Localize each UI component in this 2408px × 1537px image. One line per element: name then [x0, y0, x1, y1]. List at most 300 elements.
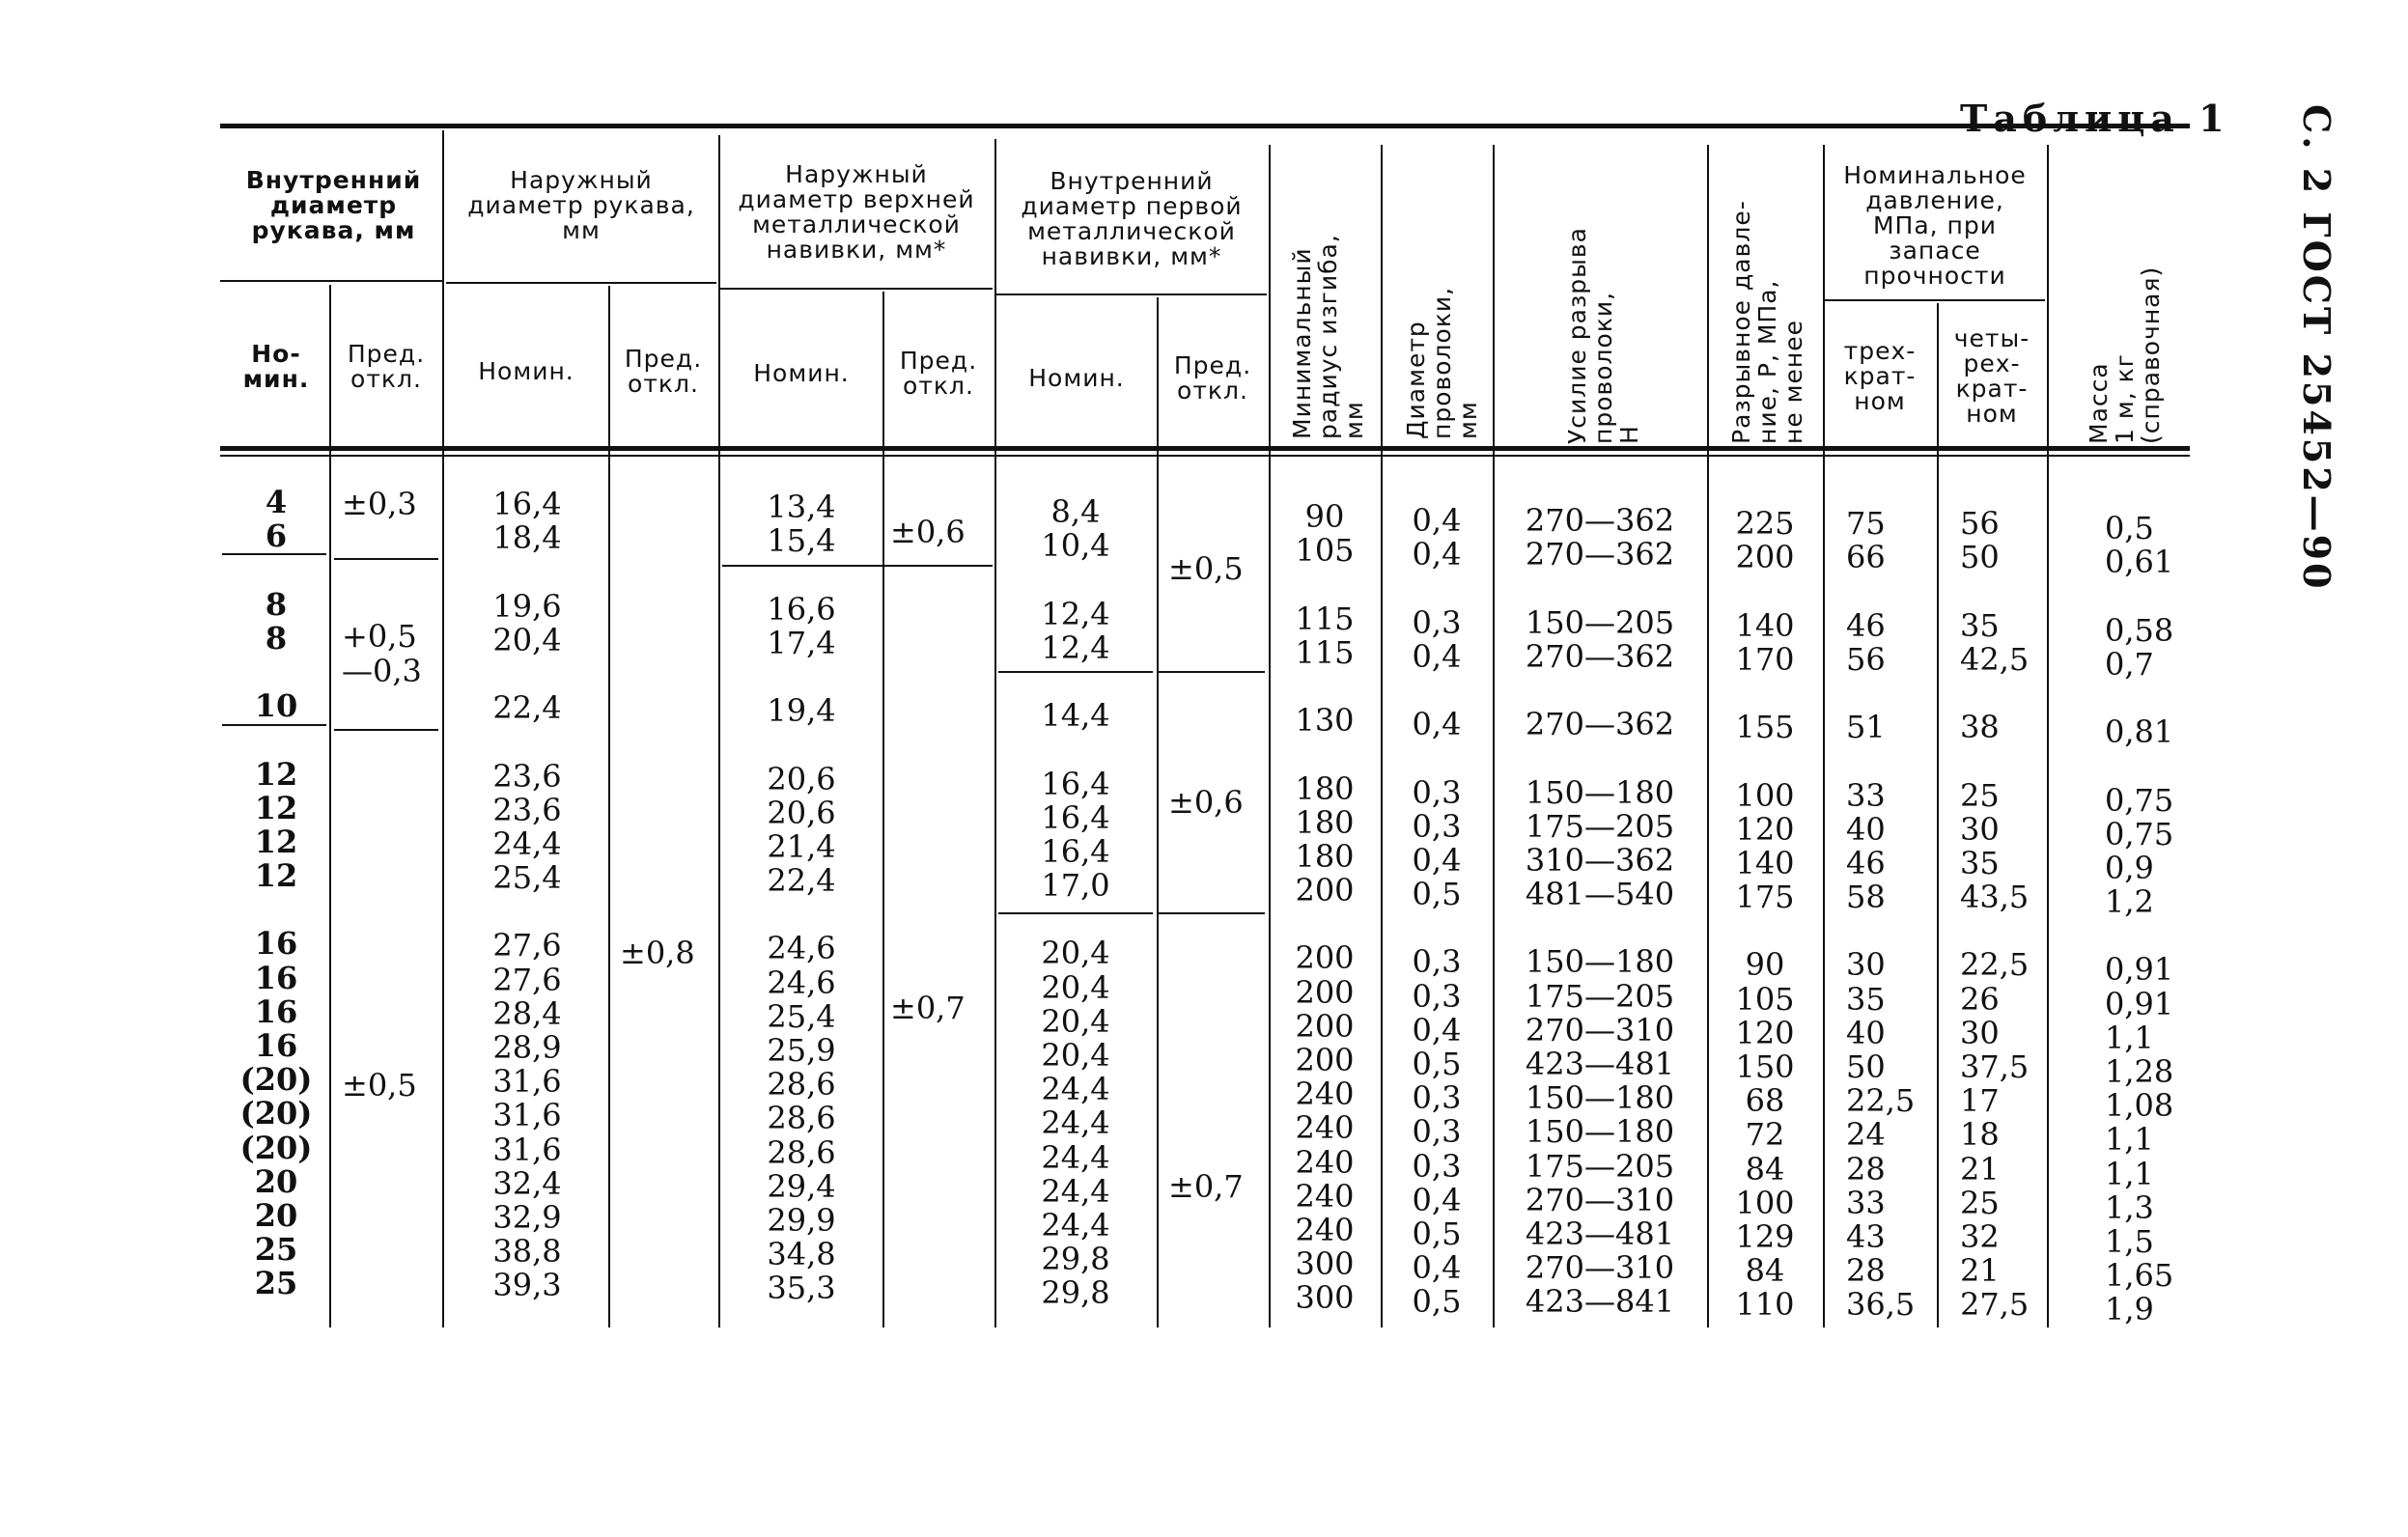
cell-wire: 0,3	[1412, 1147, 1462, 1185]
cell-mass	[2105, 579, 2190, 613]
cell-outer-nom: 23,6	[492, 757, 562, 795]
tolerance-inner-c: ±0,5	[342, 1067, 417, 1104]
cell-top-nom: 25,9	[767, 1032, 836, 1069]
header-wire-force: Усилие разрыва проволоки, Н	[1563, 227, 1643, 444]
cell-wire: 0,3	[1412, 773, 1462, 811]
tolerance-inner-b2: —0,3	[342, 653, 422, 689]
subheader-tolerance: Пред. откл.	[899, 347, 978, 400]
cell-mass	[2105, 749, 2190, 783]
cell-bend: 105	[1295, 532, 1355, 570]
cell-first-nom: 12,4	[1041, 629, 1110, 666]
cell-top-nom: 29,4	[767, 1167, 836, 1205]
cell-bend	[1273, 908, 1377, 941]
column-top-nominal	[726, 490, 877, 1306]
cell-first-nom	[1000, 665, 1151, 699]
header-mass: Масса 1 м, кг (справочная)	[2085, 265, 2165, 444]
header-inner-first-winding: Внутренний диаметр первой металлической навивки, мм*	[1021, 167, 1243, 270]
column-rule	[1493, 145, 1495, 1327]
cell-bend: 90	[1304, 498, 1345, 535]
cell-wire: 0,4	[1412, 536, 1462, 573]
cell-quad: 50	[1960, 539, 2000, 576]
cell-triple	[1846, 574, 1935, 608]
subheader-tolerance: Пред. откл.	[624, 345, 703, 398]
cell-quad	[1960, 744, 2045, 778]
cell-bend: 115	[1295, 600, 1355, 637]
cell-inner-nom: 16	[254, 959, 298, 996]
column-rule	[329, 285, 331, 1327]
column-pressure-triple	[1846, 507, 1935, 1323]
cell-inner-nom: (20)	[239, 1061, 313, 1099]
cell-force: 270—362	[1525, 536, 1675, 573]
cell-quad: 35	[1960, 606, 2000, 644]
cell-mass: 1,5	[2105, 1222, 2154, 1260]
page-header: С. 2 ГОСТ 25452—90	[2295, 104, 2338, 592]
cell-wire: 0,5	[1412, 1215, 1462, 1252]
cell-inner-nom	[230, 553, 322, 587]
cell-quad	[1960, 914, 2045, 948]
cell-mass: 0,7	[2105, 645, 2154, 683]
cell-top-nom: 20,6	[767, 794, 836, 831]
cell-triple: 56	[1846, 640, 1886, 678]
cell-burst	[1711, 677, 1819, 711]
header-sub-rule	[720, 288, 993, 290]
cell-bend: 240	[1295, 1143, 1355, 1181]
cell-burst: 72	[1745, 1116, 1785, 1154]
header-bottom-rule	[220, 455, 2190, 457]
cell-wire: 0,3	[1412, 1113, 1462, 1151]
cell-inner-nom: 25	[254, 1231, 298, 1269]
cell-quad: 43,5	[1960, 879, 2030, 916]
cell-quad: 32	[1960, 1217, 2000, 1255]
cell-wire: 0,4	[1412, 637, 1462, 675]
cell-quad	[1960, 574, 2045, 608]
cell-inner-nom	[230, 723, 322, 757]
cell-force: 175—205	[1525, 807, 1675, 845]
cell-bend: 240	[1295, 1109, 1355, 1147]
cell-burst: 84	[1745, 1150, 1785, 1188]
cell-triple: 46	[1846, 844, 1886, 881]
cell-top-nom: 29,9	[767, 1201, 836, 1239]
subheader-nominal: Номин.	[478, 357, 574, 385]
cell-inner-nom	[230, 893, 322, 927]
cell-bend: 300	[1295, 1279, 1355, 1317]
cell-outer-nom: 31,6	[492, 1131, 562, 1168]
cell-force: 150—180	[1525, 1079, 1675, 1117]
cell-first-nom: 8,4	[1050, 493, 1101, 530]
cell-inner-nom	[230, 656, 322, 689]
tolerance-first-c: ±0,7	[1168, 1168, 1244, 1205]
cell-mass: 1,9	[2105, 1291, 2154, 1328]
cell-burst: 100	[1735, 776, 1795, 814]
cell-inner-nom: 12	[254, 755, 298, 793]
cell-force: 150—205	[1525, 603, 1675, 641]
header-sub-rule	[1825, 299, 2045, 301]
cell-outer-nom: 27,6	[492, 961, 562, 998]
cell-triple: 24	[1846, 1116, 1886, 1154]
cell-top-nom: 15,4	[767, 522, 836, 560]
cell-force	[1498, 741, 1701, 775]
cell-inner-nom: 10	[254, 687, 298, 725]
cell-burst: 90	[1745, 946, 1785, 984]
cell-outer-nom	[450, 555, 604, 589]
cell-force: 270—310	[1525, 1011, 1675, 1048]
cell-wire: 0,3	[1412, 1079, 1462, 1117]
cell-top-nom	[726, 558, 877, 592]
cell-inner-nom: 20	[254, 1162, 298, 1200]
cell-first-nom: 24,4	[1041, 1104, 1110, 1142]
cell-wire: 0,3	[1412, 977, 1462, 1015]
column-rule	[882, 292, 884, 1327]
cell-first-nom: 20,4	[1041, 968, 1110, 1006]
cell-triple: 51	[1846, 709, 1886, 746]
cell-inner-nom: (20)	[239, 1129, 313, 1166]
cell-bend: 200	[1295, 1042, 1355, 1078]
cell-outer-nom	[450, 657, 604, 691]
cell-force: 270—310	[1525, 1181, 1675, 1218]
cell-triple: 28	[1846, 1150, 1886, 1188]
cell-quad: 21	[1960, 1252, 2000, 1290]
cell-force: 175—205	[1525, 1147, 1675, 1185]
cell-quad: 35	[1960, 844, 2000, 881]
group-rule	[1159, 671, 1265, 673]
cell-top-nom	[726, 728, 877, 762]
cell-bend: 180	[1295, 837, 1355, 875]
column-rule	[1381, 145, 1383, 1327]
cell-quad: 30	[1960, 810, 2000, 848]
cell-top-nom: 24,6	[767, 964, 836, 1001]
column-rule	[1823, 145, 1825, 1327]
cell-first-nom	[1000, 563, 1151, 597]
cell-force	[1498, 911, 1701, 945]
cell-first-nom: 24,4	[1041, 1138, 1110, 1176]
cell-inner-nom: 12	[254, 823, 298, 860]
cell-wire: 0,5	[1412, 1046, 1462, 1082]
cell-wire: 0,4	[1412, 1181, 1462, 1218]
cell-quad: 17	[1960, 1082, 2000, 1120]
cell-first-nom: 29,8	[1041, 1274, 1110, 1312]
tolerance-inner-b1: +0,5	[342, 618, 417, 655]
cell-mass: 1,08	[2105, 1087, 2174, 1125]
cell-first-nom: 20,4	[1041, 1037, 1110, 1074]
cell-triple: 35	[1846, 980, 1886, 1018]
column-rule	[1707, 145, 1709, 1327]
cell-mass: 1,1	[2105, 1019, 2154, 1056]
column-rule	[1269, 145, 1271, 1327]
cell-force: 270—362	[1525, 637, 1675, 675]
cell-inner-nom: 12	[254, 857, 298, 895]
cell-wire: 0,3	[1412, 603, 1462, 641]
tolerance-inner-a: ±0,3	[342, 486, 417, 522]
cell-top-nom: 28,6	[767, 1133, 836, 1171]
header-sub-rule	[996, 293, 1267, 295]
cell-top-nom: 22,4	[767, 862, 836, 900]
cell-triple	[1846, 677, 1935, 711]
header-inner-diameter: Внутренний диаметр рукава, мм	[245, 165, 422, 244]
header-sub-rule	[220, 280, 442, 282]
cell-outer-nom: 31,6	[492, 1063, 562, 1101]
header-nominal-pressure: Номинальное давление, МПа, при запасе прочности	[1843, 161, 2027, 290]
cell-wire: 0,4	[1412, 841, 1462, 879]
subheader-nominal: Номин.	[753, 359, 850, 387]
subheader-triple: трех-крат-ном	[1843, 337, 1917, 415]
column-first-nominal	[1000, 495, 1151, 1311]
cell-mass: 0,75	[2105, 815, 2174, 852]
header-sub-rule	[446, 282, 716, 284]
cell-inner-nom: 16	[254, 1027, 298, 1064]
cell-mass: 1,65	[2105, 1257, 2174, 1295]
cell-inner-nom: 25	[254, 1265, 298, 1302]
cell-burst	[1711, 574, 1819, 608]
cell-top-nom	[726, 898, 877, 932]
cell-force: 175—205	[1525, 977, 1675, 1015]
cell-outer-nom: 38,8	[492, 1233, 562, 1271]
cell-bend	[1273, 568, 1377, 601]
column-outer-nominal	[450, 488, 604, 1303]
cell-mass: 0,91	[2105, 985, 2174, 1022]
cell-force: 481—540	[1525, 876, 1675, 913]
cell-triple: 50	[1846, 1048, 1886, 1085]
cell-mass: 0,5	[2105, 510, 2154, 546]
cell-burst: 105	[1735, 980, 1795, 1018]
cell-quad: 25	[1960, 1184, 2000, 1221]
cell-mass: 1,1	[2105, 1155, 2154, 1192]
cell-force: 423—841	[1525, 1283, 1675, 1321]
cell-mass	[2105, 682, 2190, 715]
cell-mass: 0,9	[2105, 849, 2154, 886]
cell-bend: 200	[1295, 1007, 1355, 1045]
cell-force	[1498, 674, 1701, 708]
cell-top-nom: 28,6	[767, 1100, 836, 1137]
cell-bend: 200	[1295, 973, 1355, 1011]
cell-outer-nom: 32,4	[492, 1164, 562, 1202]
cell-wire: 0,4	[1412, 706, 1462, 743]
cell-quad: 38	[1960, 709, 2000, 746]
cell-triple: 33	[1846, 1184, 1886, 1221]
cell-mass: 1,2	[2105, 883, 2154, 921]
cell-first-nom: 17,0	[1041, 867, 1110, 905]
cell-force: 423—481	[1525, 1215, 1675, 1252]
cell-top-nom: 34,8	[767, 1236, 836, 1273]
cell-wire: 0,4	[1412, 502, 1462, 539]
cell-burst: 200	[1735, 539, 1795, 576]
cell-top-nom: 21,4	[767, 827, 836, 865]
cell-inner-nom: 16	[254, 925, 298, 963]
cell-burst	[1711, 744, 1819, 778]
cell-first-nom: 20,4	[1041, 1002, 1110, 1040]
column-rule	[1937, 303, 1939, 1327]
subheader-tolerance: Пред. откл.	[347, 340, 426, 393]
header-bend-radius: Минимальный радиус изгиба, мм	[1288, 234, 1368, 439]
cell-bend: 180	[1295, 769, 1355, 807]
header-outer-diameter: Наружный диаметр рукава, мм	[467, 165, 695, 244]
cell-mass: 1,3	[2105, 1188, 2154, 1226]
cell-burst: 150	[1735, 1048, 1795, 1085]
cell-quad: 42,5	[1960, 640, 2030, 678]
cell-mass: 0,81	[2105, 713, 2174, 751]
cell-bend: 115	[1295, 633, 1355, 671]
cell-burst: 120	[1735, 1014, 1795, 1051]
tolerance-top-a: ±0,6	[890, 514, 966, 550]
cell-outer-nom: 22,4	[492, 689, 562, 727]
cell-bend	[1273, 738, 1377, 771]
cell-first-nom: 29,8	[1041, 1241, 1110, 1278]
cell-mass: 0,91	[2105, 951, 2174, 989]
cell-outer-nom: 24,4	[492, 824, 562, 862]
cell-outer-nom: 25,4	[492, 859, 562, 897]
cell-burst: 110	[1735, 1286, 1795, 1324]
cell-triple	[1846, 914, 1935, 948]
subheader-nominal: Номин.	[1028, 364, 1125, 392]
cell-outer-nom: 39,3	[492, 1267, 562, 1304]
cell-triple: 28	[1846, 1252, 1886, 1290]
tolerance-top-b: ±0,7	[890, 990, 966, 1026]
cell-outer-nom: 19,6	[492, 587, 562, 625]
column-rule	[1157, 297, 1159, 1327]
tolerance-first-a: ±0,5	[1168, 550, 1244, 587]
cell-triple: 75	[1846, 505, 1886, 542]
cell-burst	[1711, 914, 1819, 948]
cell-first-nom: 16,4	[1041, 765, 1110, 802]
cell-inner-nom: (20)	[239, 1095, 313, 1132]
column-pressure-quad	[1960, 507, 2045, 1323]
cell-outer-nom: 27,6	[492, 927, 562, 964]
cell-bend: 240	[1295, 1211, 1355, 1248]
cell-triple: 40	[1846, 810, 1886, 848]
column-burst-pressure	[1711, 507, 1819, 1323]
cell-bend	[1273, 670, 1377, 704]
cell-wire: 0,5	[1412, 1283, 1462, 1321]
cell-burst: 100	[1735, 1184, 1795, 1221]
cell-burst: 129	[1735, 1217, 1795, 1255]
cell-quad: 37,5	[1960, 1048, 2030, 1085]
cell-burst: 155	[1735, 709, 1795, 746]
cell-inner-nom: 16	[254, 992, 298, 1030]
column-rule	[442, 130, 444, 1327]
column-mass	[2105, 512, 2190, 1327]
cell-top-nom: 16,6	[767, 590, 836, 628]
header-outer-top-winding: Наружный диаметр верхней металлической навивки, мм*	[738, 160, 975, 264]
cell-top-nom: 17,4	[767, 624, 836, 661]
cell-quad: 18	[1960, 1116, 2000, 1154]
cell-quad: 27,5	[1960, 1286, 2030, 1324]
cell-mass: 0,75	[2105, 781, 2174, 819]
column-rule	[718, 135, 720, 1327]
tolerance-first-b: ±0,6	[1168, 784, 1244, 821]
cell-bend: 200	[1295, 872, 1355, 909]
cell-first-nom: 16,4	[1041, 798, 1110, 836]
cell-outer-nom: 16,4	[492, 486, 562, 522]
cell-top-nom: 24,6	[767, 930, 836, 967]
cell-burst: 120	[1735, 810, 1795, 848]
header-burst-pressure: Разрывное давле- ние, Р, МПа, не менее	[1727, 200, 1807, 444]
cell-first-nom	[1000, 733, 1151, 767]
cell-inner-nom: 6	[265, 517, 288, 555]
cell-force: 150—180	[1525, 943, 1675, 981]
cell-triple	[1846, 744, 1935, 778]
column-inner-nominal	[230, 486, 322, 1301]
table-top-rule	[220, 124, 2190, 128]
cell-quad: 30	[1960, 1014, 2000, 1051]
cell-bend: 300	[1295, 1245, 1355, 1283]
cell-inner-nom: 12	[254, 789, 298, 826]
cell-wire	[1385, 572, 1489, 605]
cell-quad: 22,5	[1960, 946, 2030, 984]
cell-top-nom: 25,4	[767, 997, 836, 1035]
column-rule	[608, 286, 610, 1327]
cell-outer-nom: 28,9	[492, 1029, 562, 1066]
tolerance-outer: ±0,8	[620, 935, 695, 971]
cell-burst: 84	[1745, 1252, 1785, 1290]
cell-triple: 66	[1846, 539, 1886, 576]
cell-inner-nom: 4	[265, 484, 288, 520]
cell-inner-nom: 8	[265, 619, 288, 657]
cell-top-nom: 35,3	[767, 1270, 836, 1307]
cell-bend: 240	[1295, 1177, 1355, 1215]
cell-first-nom: 24,4	[1041, 1172, 1110, 1210]
cell-burst: 175	[1735, 879, 1795, 916]
cell-mass: 1,1	[2105, 1121, 2154, 1159]
cell-bend: 240	[1295, 1076, 1355, 1113]
cell-force: 150—180	[1525, 1113, 1675, 1151]
group-rule	[1159, 912, 1265, 914]
cell-first-nom: 14,4	[1041, 697, 1110, 735]
cell-outer-nom: 31,6	[492, 1097, 562, 1134]
cell-triple: 43	[1846, 1217, 1886, 1255]
cell-triple: 40	[1846, 1014, 1886, 1051]
column-wire-force	[1498, 504, 1701, 1320]
subheader-nominal: Но-мин.	[242, 340, 310, 393]
cell-quad: 56	[1960, 505, 2000, 542]
cell-first-nom: 16,4	[1041, 832, 1110, 870]
column-rule	[994, 139, 996, 1327]
cell-quad: 26	[1960, 980, 2000, 1018]
cell-top-nom: 19,4	[767, 692, 836, 730]
cell-outer-nom	[450, 895, 604, 929]
cell-burst: 140	[1735, 844, 1795, 881]
cell-wire	[1385, 674, 1489, 708]
table-title: Таблица 1	[1960, 97, 2230, 140]
cell-triple: 46	[1846, 606, 1886, 644]
cell-force: 270—362	[1525, 502, 1675, 539]
cell-burst: 225	[1735, 505, 1795, 542]
group-rule	[334, 558, 438, 560]
cell-triple: 33	[1846, 776, 1886, 814]
cell-bend: 130	[1295, 702, 1355, 740]
cell-quad: 21	[1960, 1150, 2000, 1188]
cell-first-nom: 12,4	[1041, 595, 1110, 632]
subheader-quadruple: четы-рех-крат-ном	[1953, 324, 2030, 428]
cell-outer-nom: 18,4	[492, 519, 562, 557]
cell-first-nom: 24,4	[1041, 1206, 1110, 1244]
cell-first-nom	[1000, 903, 1151, 936]
cell-force: 423—481	[1525, 1046, 1675, 1082]
cell-mass: 1,28	[2105, 1053, 2174, 1090]
header-wire-diameter: Диаметр проволоки, мм	[1402, 286, 1482, 439]
cell-triple: 30	[1846, 946, 1886, 984]
cell-force: 270—310	[1525, 1249, 1675, 1287]
cell-triple: 22,5	[1846, 1082, 1916, 1120]
cell-inner-nom: 20	[254, 1196, 298, 1234]
cell-mass	[2105, 919, 2190, 953]
cell-wire: 0,4	[1412, 1011, 1462, 1048]
cell-triple: 36,5	[1846, 1286, 1916, 1324]
cell-first-nom: 24,4	[1041, 1071, 1110, 1108]
column-wire-diameter	[1385, 504, 1489, 1320]
cell-first-nom: 10,4	[1041, 527, 1110, 565]
cell-wire: 0,5	[1412, 876, 1462, 913]
cell-top-nom: 28,6	[767, 1066, 836, 1104]
cell-mass: 0,58	[2105, 611, 2174, 649]
